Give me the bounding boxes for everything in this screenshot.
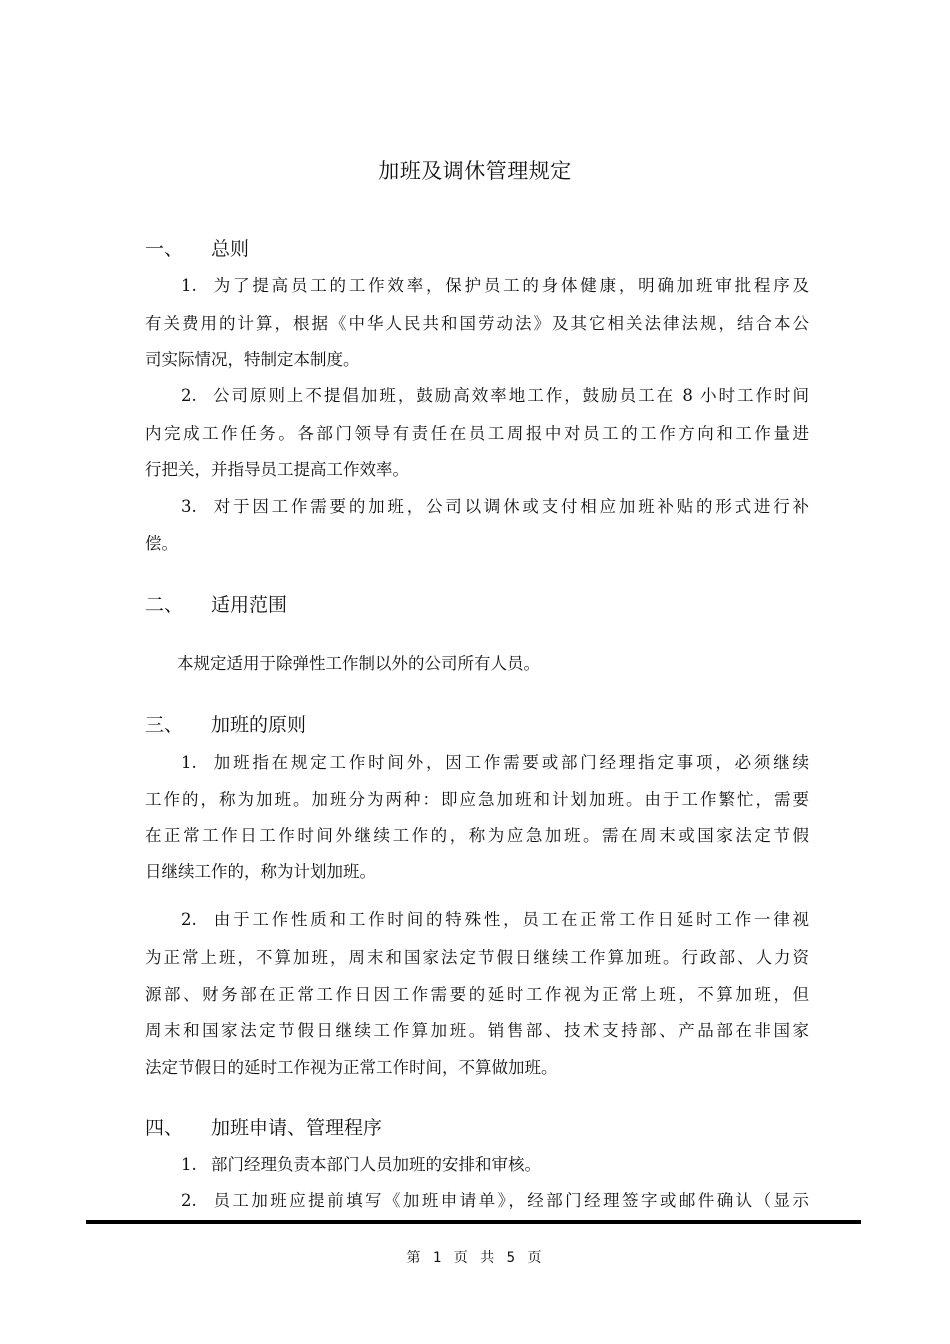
section-number: 二、 [145,594,184,616]
page-footer: 第 1 页 共 5 页 [406,1250,544,1266]
section-heading-principles [145,710,306,737]
section-title: 总则 [211,238,250,260]
paragraph-line: 偿。 [145,534,178,553]
paragraph-line: 有关费用的计算，根据《中华人民共和国劳动法》及其它相关法律法规，结合本公 [145,314,809,333]
paragraph-line: 行把关，并指导员工提高工作效率。 [145,460,409,479]
item-number: 3. [181,497,197,516]
item-number: 1. [181,276,197,295]
paragraph-line: 3. 对于因工作需要的加班，公司以调休或支付相应加班补贴的形式进行补 [181,497,809,516]
paragraph-line: 周末和国家法定节假日继续工作算加班。销售部、技术支持部、产品部在非国家 [145,1021,809,1040]
section-title: 加班申请、管理程序 [211,1117,383,1139]
paragraph-line: 法定节假日的延时工作视为正常工作时间，不算做加班。 [145,1058,558,1077]
paragraph-line: 源部、财务部在正常工作日因工作需要的延时工作视为正常上班，不算加班，但 [145,985,809,1004]
paragraph-line: 为正常上班，不算加班，周末和国家法定节假日继续工作算加班。行政部、人力资 [145,948,809,967]
section-heading-procedure [145,1113,382,1140]
section-number: 三、 [145,714,184,736]
paragraph-line: 2. 员工加班应提前填写《加班申请单》，经部门经理签字或邮件确认（显示 [181,1191,809,1210]
paragraph-line: 本规定适用于除弹性工作制以外的公司所有人员。 [177,654,540,673]
section-number: 一、 [145,238,184,260]
paragraph-line: 日继续工作的，称为计划加班。 [145,862,376,881]
paragraph-line: 在正常工作日工作时间外继续工作的，称为应急加班。需在周末或国家法定节假 [145,826,809,845]
section-heading-scope [145,590,287,617]
item-number: 1. [181,753,197,772]
paragraph-line: 1. 部门经理负责本部门人员加班的安排和审核。 [181,1155,541,1174]
document-title: 加班及调休管理规定 [378,159,572,183]
footer-divider [86,1220,861,1224]
item-number: 2. [181,910,197,929]
section-title: 适用范围 [211,594,288,616]
paragraph-line: 司实际情况，特制定本制度。 [145,350,360,369]
item-number: 2. [181,1191,197,1210]
section-number: 四、 [145,1117,184,1139]
paragraph-line: 1. 为了提高员工的工作效率，保护员工的身体健康，明确加班审批程序及 [181,276,809,295]
paragraph-line: 2. 由于工作性质和工作时间的特殊性，员工在正常工作日延时工作一律视 [181,910,809,929]
paragraph-line: 2. 公司原则上不提倡加班，鼓励高效率地工作，鼓励员工在 8 小时工作时间 [181,386,809,405]
paragraph-line: 工作的，称为加班。加班分为两种：即应急加班和计划加班。由于工作繁忙，需要 [145,790,809,809]
item-number: 2. [181,386,197,405]
section-heading-general [145,234,249,261]
paragraph-line: 内完成工作任务。各部门领导有责任在员工周报中对员工的工作方向和工作量进 [145,424,809,443]
paragraph-line: 1. 加班指在规定工作时间外，因工作需要或部门经理指定事项，必须继续 [181,753,809,772]
section-title: 加班的原则 [211,714,307,736]
item-number: 1. [181,1155,197,1174]
